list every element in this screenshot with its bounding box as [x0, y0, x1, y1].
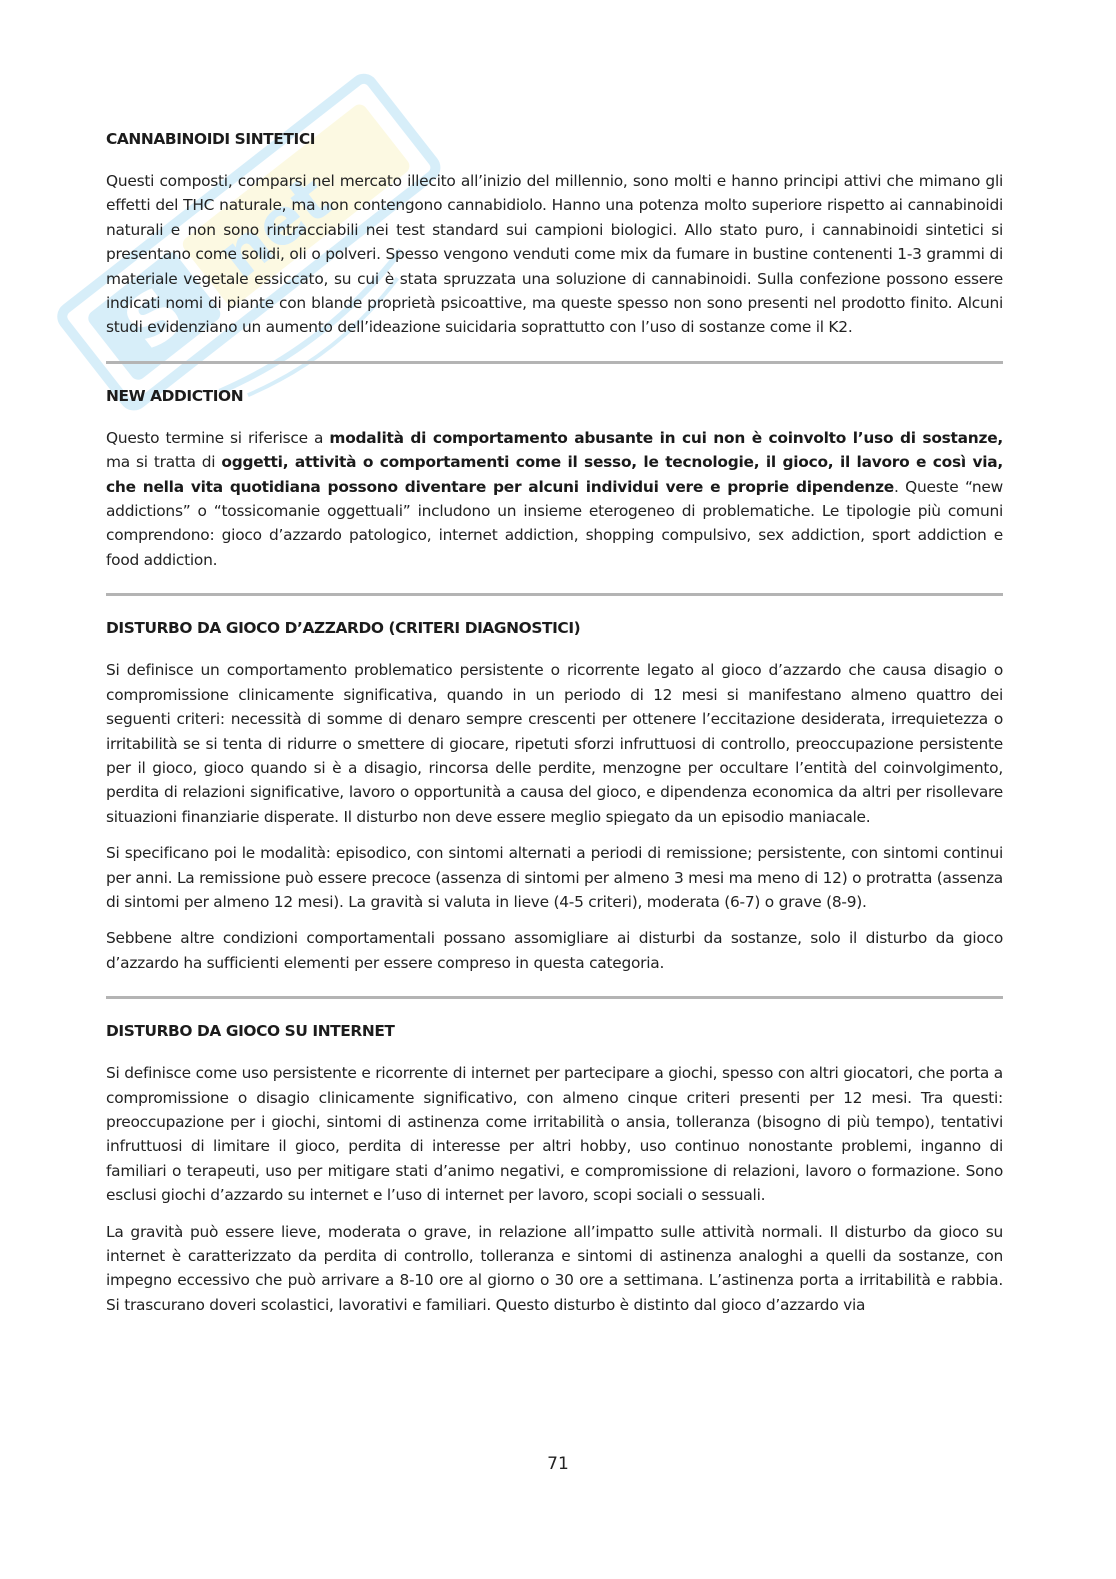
paragraph: [106, 1220, 1003, 1318]
paragraph: [106, 169, 1003, 340]
section-title: DISTURBO DA GIOCO SU INTERNET: [106, 1022, 395, 1041]
body-text: ma si tratta di: [106, 453, 222, 472]
section-separator: [106, 361, 1003, 364]
body-text: Si definisce come uso persistente e ricorrente di internet per partecipare a giochi, spesso con altri giocatori, che porta a compromissione o disagio clinicamente significativo, con almeno cinque criteri presenti per 12 mesi. Tra questi: preoccupazione per i giochi, sintomi di astinenza come irritabilità o ansia, tolleranza (bisogno di più tempo), tentativi infruttuosi di limitare il gioco, perdita di interesse per altri hobby, uso continuo nonostante problemi, inganno di familiari o terapeuti, uso per mitigare stati d’animo negativi, e compromissione di relazioni, lavoro o formazione. Sono esclusi giochi d’azzardo su internet e l’uso di internet per lavoro, scopi sociali o sessuali.: [106, 1064, 1003, 1205]
paragraph: [106, 1061, 1003, 1207]
paragraph: [106, 926, 1003, 975]
page-number: 71: [547, 1454, 569, 1474]
section-title: NEW ADDICTION: [106, 386, 244, 405]
body-text: . Queste “new addictions” o “tossicomanie oggettuali” includono un insieme eterogeneo di problematiche. Le tipologie più comuni comprendono: gioco d’azzardo patologico, internet addiction, shopping compulsivo, sex addiction, sport addiction e food addiction.: [106, 477, 1003, 569]
body-text: Questo termine si riferisce a: [106, 428, 330, 447]
body-text: Questi composti, comparsi nel mercato illecito all’inizio del millennio, sono molti e hanno principi attivi che mimano gli effetti del THC naturale, ma non contengono cannabidiolo. Hanno una potenza molto superiore rispetto ai cannabinoidi naturali e non sono rintracciabili nei test standard sui campioni biologici. Allo stato puro, i cannabinoidi sintetici si presentano come solidi, oli o polveri. Spesso vengono venduti come mix da fumare in bustine contenenti 1-3 grammi di materiale vegetale essiccato, su cui è stata spruzzata una soluzione di cannabinoidi. Sulla confezione possono essere indicati nomi di piante con blande proprietà psicoattive, ma queste spesso non sono presenti nel prodotto finito. Alcuni studi evidenziano un aumento dell’ideazione suicidaria soprattutto con l’uso di sostanze come il K2.: [106, 172, 1003, 337]
body-text: Si specificano poi le modalità: episodico, con sintomi alternati a periodi di remissione; persistente, con sintomi continui per anni. La remissione può essere precoce (assenza di sintomi per almeno 3 mesi ma meno di 12) o protratta (assenza di sintomi per almeno 12 mesi). La gravità si valuta in lieve (4-5 criteri), moderata (6-7) o grave (8-9).: [106, 844, 1003, 911]
body-text: Sebbene altre condizioni comportamentali possano assomigliare ai disturbi da sostanze, solo il disturbo da gioco d’azzardo ha sufficienti elementi per essere compreso in questa categoria.: [106, 929, 1003, 972]
body-text: La gravità può essere lieve, moderata o grave, in relazione all’impatto sulle attività normali. Il disturbo da gioco su internet è caratterizzato da perdita di controllo, tolleranza e sintomi di astinenza analoghi a quelli da sostanze, con impegno eccessivo che può arrivare a 8-10 ore al giorno o 30 ore a settimana. L’astinenza porta a irritabilità e rabbia. Si trascurano doveri scolastici, lavorativi e familiari. Questo disturbo è distinto dal gioco d’azzardo via: [106, 1222, 1003, 1314]
paragraph: [106, 658, 1003, 829]
svg-text:S: S: [108, 270, 200, 367]
bold-text: modalità di comportamento abusante in cui non è coinvolto l’uso di sostanze,: [329, 428, 1003, 447]
section-title: DISTURBO DA GIOCO D’AZZARDO (CRITERI DIAGNOSTICI): [106, 619, 581, 638]
document-content: [106, 130, 1003, 1329]
svg-text:net: net: [205, 161, 346, 294]
paragraph: [106, 841, 1003, 914]
body-text: Si definisce un comportamento problematico persistente o ricorrente legato al gioco d’azzardo che causa disagio o compromissione clinicamente significativa, quando in un periodo di 12 mesi si manifestano almeno quattro dei seguenti criteri: necessità di somme di denaro sempre crescenti per ottenere l’eccitazione desiderata, irrequietezza o irritabilità se si tenta di ridurre o smettere di giocare, ripetuti sforzi infruttuosi di controllo, preoccupazione persistente per il gioco, gioco quando si è a disagio, rincorsa delle perdite, menzogne per occultare l’entità del coinvolgimento, perdita di relazioni significative, lavoro o opportunità a causa del gioco, e dipendenza economica da altri per risollevare situazioni finanziarie disperate. Il disturbo non deve essere meglio spiegato da un episodio maniacale.: [106, 661, 1003, 826]
section-title: CANNABINOIDI SINTETICI: [106, 130, 316, 148]
paragraph: [106, 426, 1003, 572]
section-separator: [106, 593, 1003, 596]
bold-text: oggetti, attività o comportamenti come il sesso, le tecnologie, il gioco, il lavoro e così via, che nella vita quotidiana possono diventare per alcuni individui vere e proprie dipendenze: [106, 453, 1003, 496]
section-separator: [106, 996, 1003, 999]
